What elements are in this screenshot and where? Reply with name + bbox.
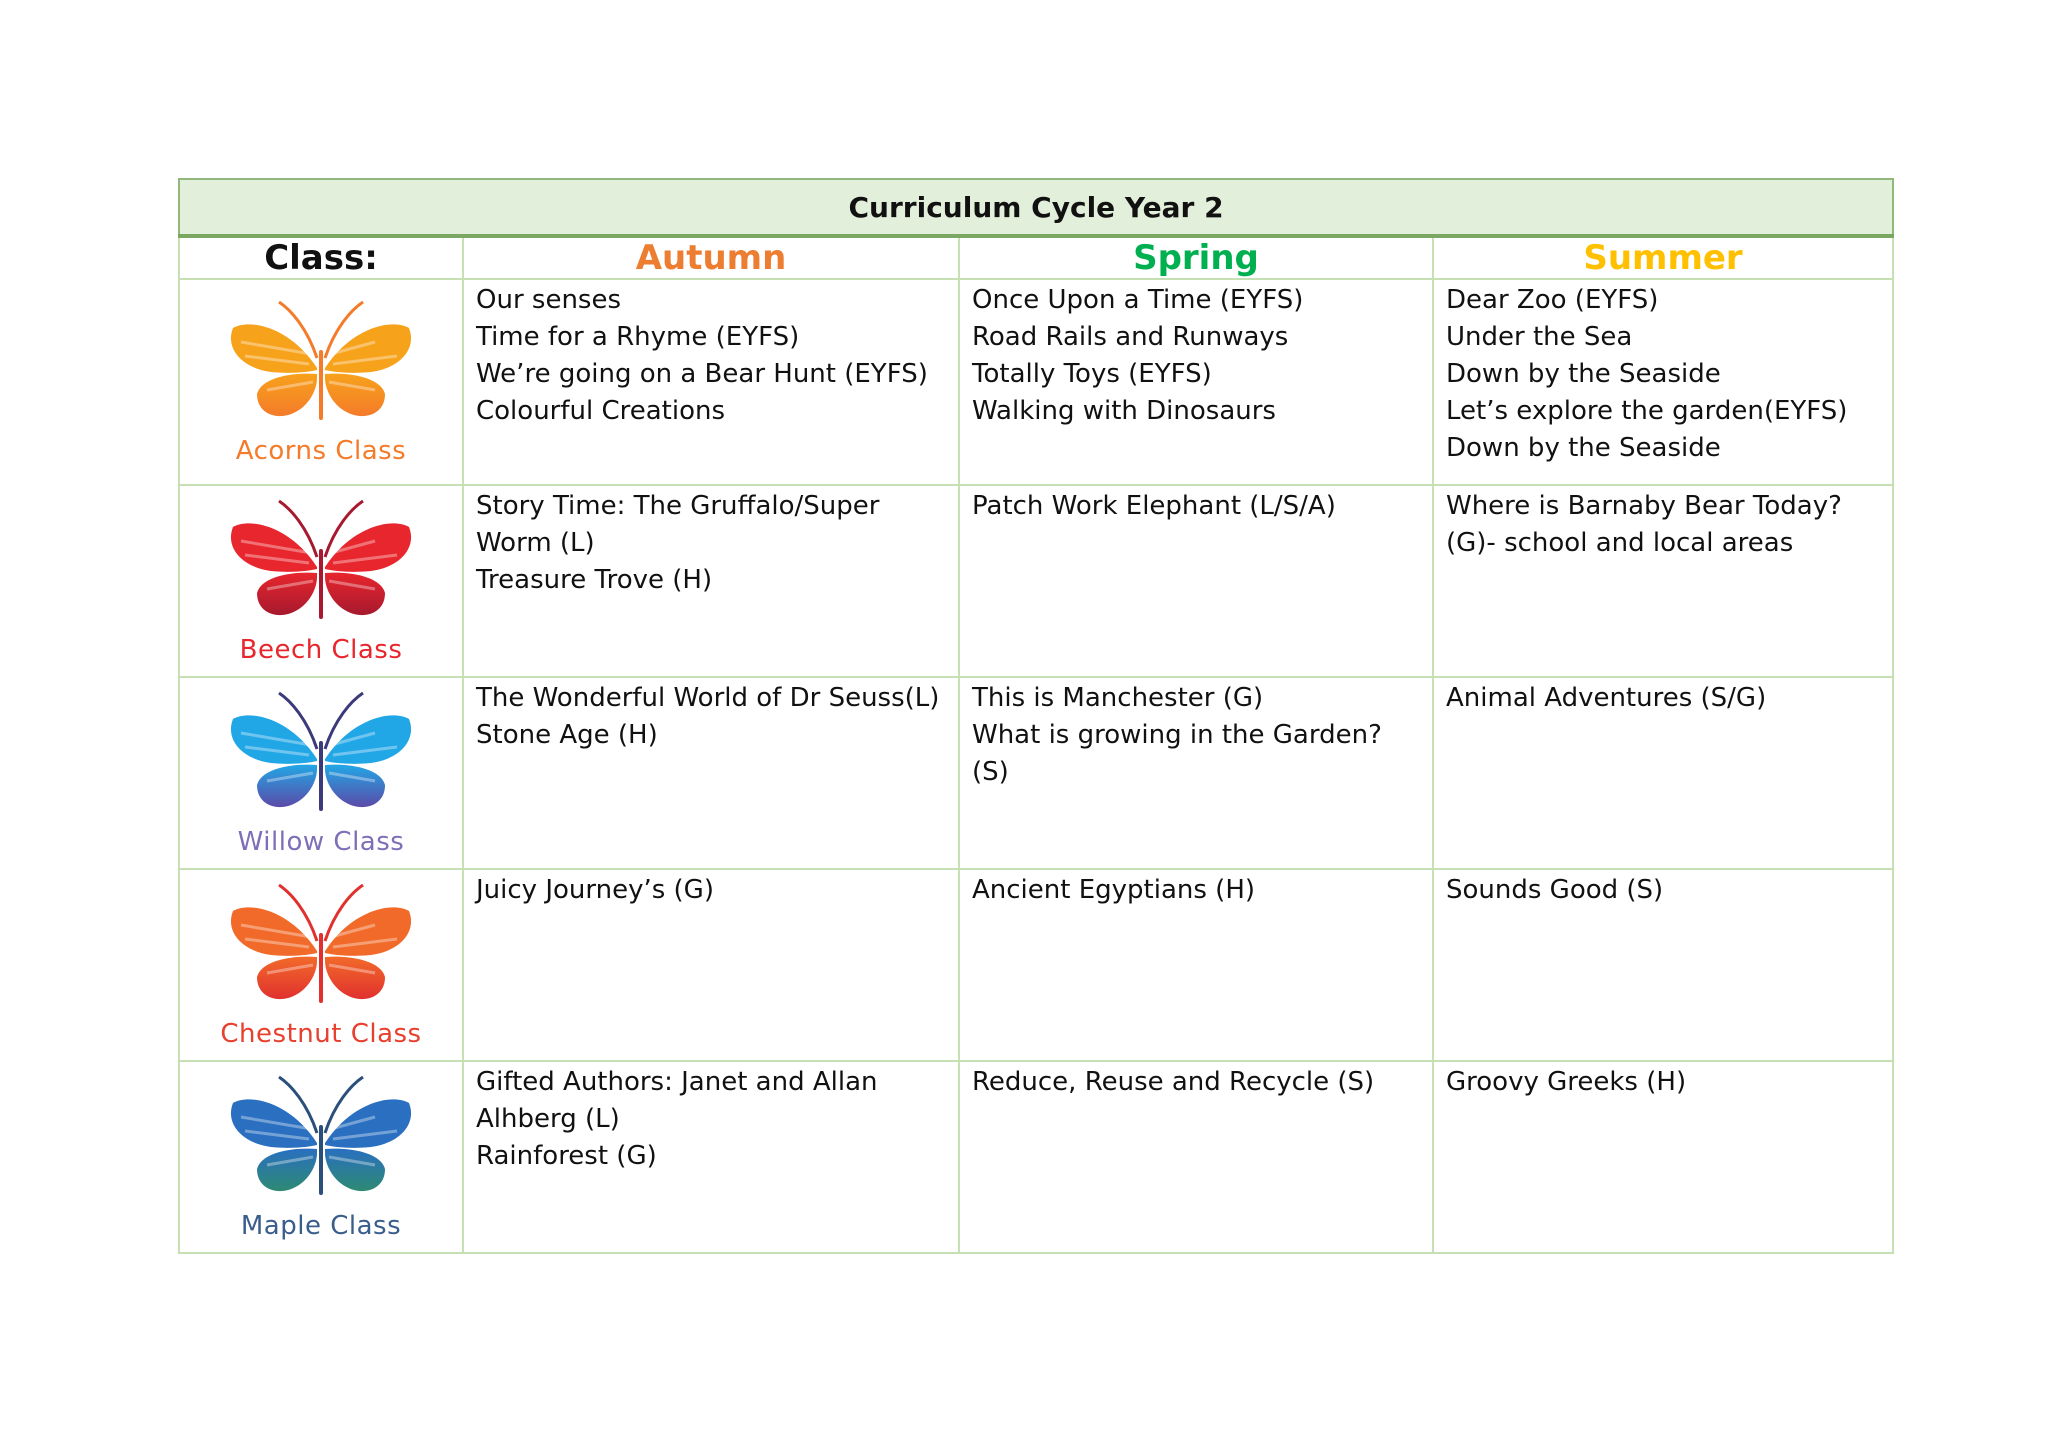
table-row [179, 279, 1893, 485]
topic-item: Groovy Greeks (H) [1446, 1067, 1687, 1097]
butterfly-icon [221, 1073, 421, 1213]
summer-topics-cell [1433, 279, 1893, 485]
class-logo-cell [179, 1061, 463, 1253]
class-name-label: Chestnut Class [220, 1019, 422, 1049]
summer-topics-cell [1433, 869, 1893, 1061]
topic-item: Totally Toys (EYFS) [972, 359, 1212, 389]
spring-topics-cell [959, 677, 1433, 869]
class-logo-cell [179, 677, 463, 869]
autumn-topics-cell [463, 677, 959, 869]
class-logo-cell [179, 485, 463, 677]
topic-item: Treasure Trove (H) [476, 565, 713, 595]
topic-item: Rainforest (G) [476, 1141, 657, 1171]
autumn-topics-cell [463, 1061, 959, 1253]
spring-topics-cell [959, 869, 1433, 1061]
autumn-topics-cell [463, 485, 959, 677]
class-name-label: Acorns Class [235, 436, 407, 466]
topic-item: Road Rails and Runways [972, 322, 1289, 352]
topic-item: Walking with Dinosaurs [972, 396, 1276, 426]
topic-item: Down by the Seaside [1446, 359, 1721, 389]
topic-item: Ancient Egyptians (H) [972, 875, 1256, 905]
topic-item: This is Manchester (G) [972, 683, 1264, 713]
topic-item: Colourful Creations [476, 396, 726, 426]
topic-item: Reduce, Reuse and Recycle (S) [972, 1067, 1375, 1097]
class-name-label: Willow Class [237, 827, 405, 857]
topic-item: Patch Work Elephant (L/S/A) [972, 491, 1336, 521]
topic-item: Animal Adventures (S/G) [1446, 683, 1767, 713]
table-title: Curriculum Cycle Year 2 [179, 179, 1893, 236]
topic-item: Dear Zoo (EYFS) [1446, 285, 1659, 315]
class-logo-cell [179, 869, 463, 1061]
autumn-topics-cell [463, 279, 959, 485]
header-class: Class: [179, 236, 463, 279]
curriculum-table [178, 178, 1894, 1254]
topic-item: Stone Age (H) [476, 720, 658, 750]
class-logo [211, 497, 431, 665]
butterfly-icon [221, 881, 421, 1021]
topic-item: Sounds Good (S) [1446, 875, 1664, 905]
class-logo [211, 689, 431, 857]
butterfly-icon [221, 298, 421, 438]
topic-item: Gifted Authors: Janet and Allan Alhberg (L) [476, 1067, 878, 1134]
table-row [179, 677, 1893, 869]
topic-item: Time for a Rhyme (EYFS) [476, 322, 800, 352]
topic-item: What is growing in the Garden? (S) [972, 720, 1382, 787]
topic-item: Our senses [476, 285, 622, 315]
summer-topics-cell [1433, 485, 1893, 677]
spring-topics-cell [959, 1061, 1433, 1253]
summer-topics-cell [1433, 677, 1893, 869]
butterfly-icon [221, 689, 421, 829]
topic-item: Down by the Seaside [1446, 433, 1721, 463]
topic-item: Once Upon a Time (EYFS) [972, 285, 1304, 315]
spring-topics-cell [959, 279, 1433, 485]
header-summer: Summer [1433, 236, 1893, 279]
class-name-label: Beech Class [239, 635, 403, 665]
butterfly-icon [221, 497, 421, 637]
topic-item: We’re going on a Bear Hunt (EYFS) [476, 359, 928, 389]
topic-item: Under the Sea [1446, 322, 1633, 352]
topic-item: Story Time: The Gruffalo/Super Worm (L) [476, 491, 880, 558]
class-logo [211, 1073, 431, 1241]
table-row [179, 869, 1893, 1061]
autumn-topics-cell [463, 869, 959, 1061]
topic-item: The Wonderful World of Dr Seuss(L) [476, 683, 940, 713]
class-logo [211, 881, 431, 1049]
topic-item: Where is Barnaby Bear Today? (G)- school and local areas [1446, 491, 1842, 558]
spring-topics-cell [959, 485, 1433, 677]
topic-item: Juicy Journey’s (G) [476, 875, 714, 905]
class-name-label: Maple Class [240, 1211, 402, 1241]
table-row [179, 485, 1893, 677]
header-spring: Spring [959, 236, 1433, 279]
table-row [179, 1061, 1893, 1253]
class-logo [211, 298, 431, 466]
topic-item: Let’s explore the garden(EYFS) [1446, 396, 1848, 426]
summer-topics-cell [1433, 1061, 1893, 1253]
class-logo-cell [179, 279, 463, 485]
header-autumn: Autumn [463, 236, 959, 279]
curriculum-document [178, 178, 1892, 1254]
